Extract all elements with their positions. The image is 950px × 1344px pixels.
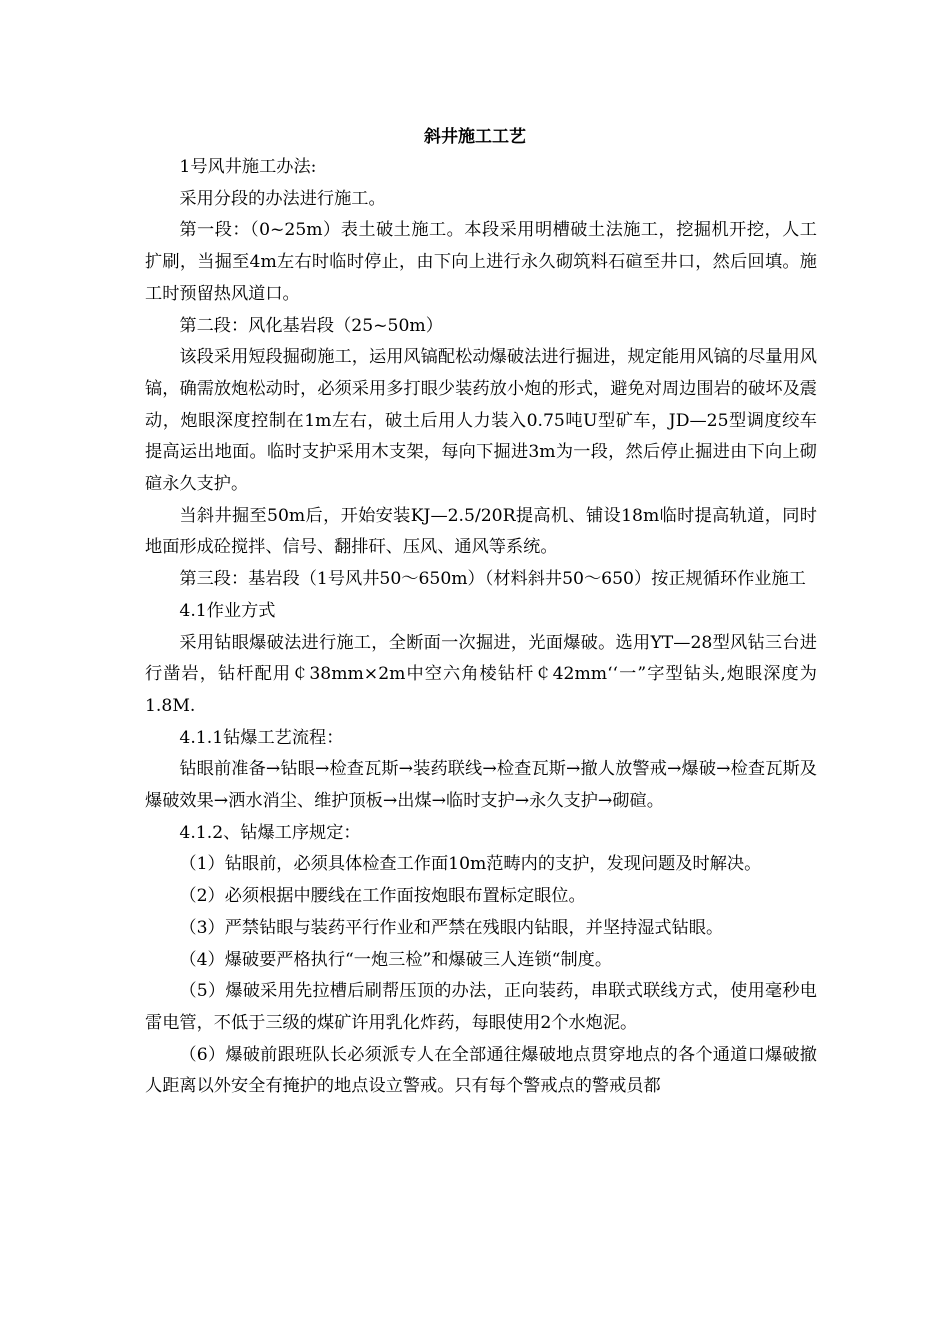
paragraph: 当斜井掘至50m后，开始安装KJ—2.5/20R提高机、铺设18m临时提高轨道，同时地面形成砼搅拌、信号、翻排矸、压风、通风等系统。 (145, 505, 817, 558)
paragraph: （2）必须根据中腰线在工作面按炮眼布置标定眼位。 (179, 886, 586, 907)
document-body (145, 152, 817, 1103)
paragraph: 第三段：基岩段（1号风井50～650m）（材料斜井50～650）按正规循环作业施工 (179, 569, 806, 590)
paragraph: 4.1.2、钻爆工序规定： (179, 822, 361, 843)
paragraph: 第二段：风化基岩段（25~50m） (179, 315, 443, 336)
document-title: 斜井施工工艺 (424, 127, 526, 147)
paragraph: 采用钻眼爆破法进行施工，全断面一次掘进，光面爆破。选用YT—28型风钻三台进行凿岩，钻杆配用￠38mm×2m中空六角棱钻杆￠42mm‘‘一”字型钻头,炮眼深度为1.8M. (145, 632, 817, 716)
paragraph: 4.1.1钻爆工艺流程： (179, 727, 344, 748)
paragraph: 采用分段的办法进行施工。 (179, 188, 386, 209)
paragraph: （5）爆破采用先拉槽后刷帮压顶的办法，正向装药，串联式联线方式，使用毫秒电雷电管，不低于三级的煤矿许用乳化炸药，每眼使用2个水炮泥。 (145, 981, 817, 1033)
paragraph: （6）爆破前跟班队长必须派专人在全部通往爆破地点贯穿地点的各个通道口爆破撤人距离以外安全有掩护的地点设立警戒。只有每个警戒点的警戒员都 (145, 1044, 817, 1097)
paragraph: （3）严禁钻眼与装药平行作业和严禁在残眼内钻眼，并坚持湿式钻眼。 (179, 917, 724, 938)
paragraph: 第一段：（0~25m）表土破土施工。本段采用明槽破土法施工，挖掘机开挖，人工扩刷，当掘至4m左右时临时停止，由下向上进行永久砌筑料石碹至井口，然后回填。施工时预留热风道口。 (145, 220, 817, 304)
paragraph: 1号风井施工办法: (179, 157, 317, 177)
paragraph: （4）爆破要严格执行“一炮三检”和爆破三人连锁“制度。 (179, 949, 613, 970)
paragraph: 该段采用短段掘砌施工，运用风镐配松动爆破法进行掘进，规定能用风镐的尽量用风镐，确需放炮松动时，必须采用多打眼少装药放小炮的形式，避免对周边围岩的破坏及震动，炮眼深度控制在1m左右，破土后用人力装入0.75吨U型矿车，JD—25型调度绞车提高运出地面。临时支护采用木支架，每向下掘进3m为一段，然后停止掘进由下向上砌碹永久支护。 (145, 347, 817, 495)
paragraph: 4.1作业方式 (179, 600, 276, 621)
paragraph: 钻眼前准备→钻眼→检查瓦斯→装药联线→检查瓦斯→撤人放警戒→爆破→检查瓦斯及爆破效果→洒水消尘、维护顶板→出煤→临时支护→永久支护→砌碹。 (145, 759, 817, 812)
paragraph: （1）钻眼前，必须具体检查工作面10m范畴内的支护，发现问题及时解决。 (179, 854, 762, 875)
